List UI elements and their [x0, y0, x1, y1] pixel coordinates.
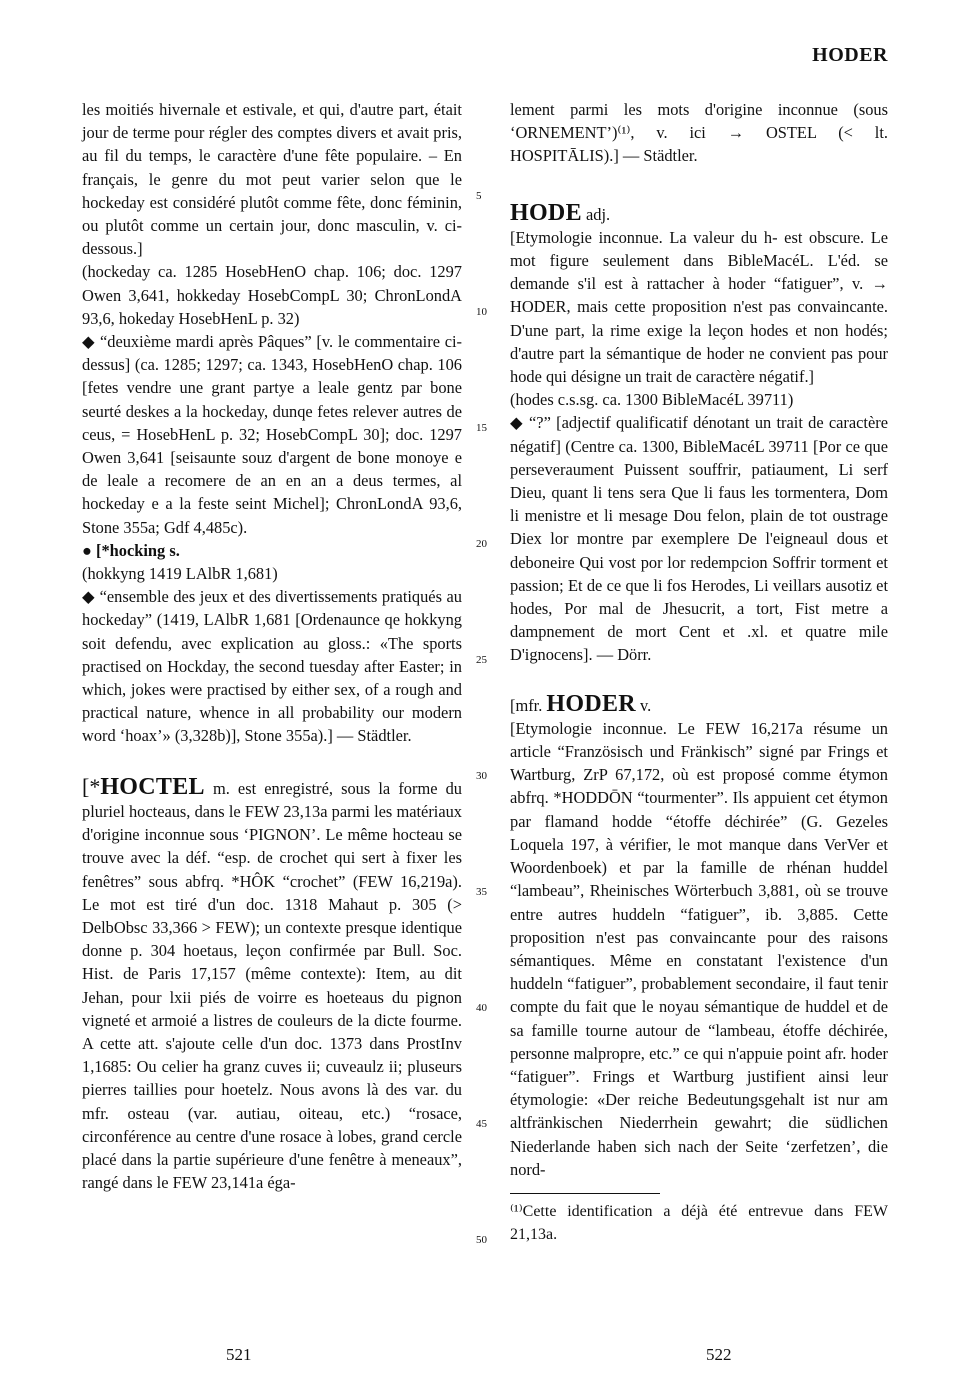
- headword-hoder: HODER: [546, 690, 636, 717]
- etymology: [Etymologie inconnue. La valeur du h- est obscure. Le mot figure seulement dans BibleMacéL. L'éd. se demande s'il est à rattacher à hoder “fatiguer”, v. → HODER, mais cette proposition n'est pas convaincante. D'une part, la rime exige la leçon hodes et non hodés; d'autre part la sémantique de hoder ne convient pas pour hode qui désigne un trait de caractère négatif.]: [510, 227, 888, 387]
- line-number: 10: [476, 306, 487, 318]
- paragraph: ◆ “ensemble des jeux et des divertissements pratiqués au hockeday” (1419, LAlbR 1,681 [Ordenaunce qe hokkyng soit defendu, avec explication au gloss.: «The sports practised on Hockday, the second tuesday after Easter; in which, jokes were practised by either sex, of a rough and practical nature, whence in all probability our modern word ‘hoax’» (3,328b)], Stone 355a).] — Städtler.: [82, 587, 462, 746]
- left-column: [82, 98, 462, 1194]
- bracket: [*: [82, 773, 101, 799]
- headword-hoctel: HOCTEL: [100, 773, 205, 800]
- line-number: 25: [476, 654, 487, 666]
- line-number: 20: [476, 538, 487, 550]
- line-number: 45: [476, 1118, 487, 1130]
- paragraph: les moitiés hivernale et estivale, et qui, d'autre part, était jour de terme pour régler des comptes divers et avait pris, au fil du temps, le caractère d'une fête populaire. – En français, le genre du mot peut varier selon que le hockeday est considéré plutôt comme fête, donc féminin, ou plutôt comme un certain jour, donc masculin, v. ci-dessous.]: [82, 100, 462, 259]
- line-number: 40: [476, 1002, 487, 1014]
- line-number: 35: [476, 886, 487, 898]
- page-number-left: 521: [226, 1345, 252, 1364]
- footnote-rule: [510, 1193, 660, 1194]
- page-number-right: 522: [706, 1345, 732, 1364]
- paragraph: (hokkyng 1419 LAlbR 1,681): [82, 564, 278, 584]
- headword-hode: HODE: [510, 199, 582, 226]
- attestation: (hodes c.s.sg. ca. 1300 BibleMacéL 39711): [510, 390, 794, 410]
- line-number: 15: [476, 422, 487, 434]
- etymology: [Etymologie inconnue. Le FEW 16,217a résume un article “Französisch und Fränkisch” signé par Frings et Wartburg, ZrP 67,172, où est proposé comme étymon abfrq. *HODDŌN “tourmenter”. Ils appuient cet étymon par flamand hodde “étoffe déchirée” (G. Gezeles Loquela 197, à vérifier, le mot manque dans VerVer et Woordenboek) et par la famille de rhénan huddel “lambeau”, Rheinisches Wörterbuch 3,881, où se trouve entre autres huddeln “fatiguer”, ib. 3,885. Cette proposition n'est pas convaincante pour des raisons sémantiques. Même en constatant l'existence d'un huddeln “fatiguer”, probablement secondaire, il faut tenir compte du fait que le noyau sémantique de huddel et de sa famille tourne autour de “lambeau, étoffe déchirée, personne malpropre, etc.” ce qui n'appuie point afr. hoder “fatiguer”. Frings et Wartburg justifient ainsi leur étymologie: «Der reiche Bedeutungsgehalt ist nur am altfränkischen Niederrhein gewahrt; die südlichen Niederlande haben sich nach der Seite ‘zerfetzen’, die nord-: [510, 718, 888, 1179]
- part-of-speech: adj.: [581, 204, 611, 224]
- paragraph: lement parmi les mots d'origine inconnue (sous ‘ORNEMENT’)⁽¹⁾, v. ici → OSTEL (< lt. HOSPITĀLIS).] — Städtler.: [510, 100, 888, 166]
- paragraph: (hockeday ca. 1285 HosebHenO chap. 106; doc. 1297 Owen 3,641, hokkeday HosebCompL 30; ChronLondA 93,6, hokeday HosebHenL p. 32): [82, 262, 462, 328]
- footnote: ⁽¹⁾Cette identification a déjà été entrevue dans FEW 21,13a.: [510, 1202, 888, 1243]
- line-number: 5: [476, 190, 482, 202]
- right-column: [510, 98, 888, 1246]
- definition: ◆ “?” [adjectif qualificatif dénotant un trait de caractère négatif] (Centre ca. 1300, BibleMacéL 39711 [Por ce que perseveraument Puissent souffrir, patiaument, Li serf Dieu, quant li tens sera Que li faus les tormentera, Dom li menistre et li mesage Dou felon, plain de tot oustrage Diex lor montre par exemplere De l'eigneaul dous et deboneire Qui vost por lor redempcion Soffrir torment et passion; Et de ce que li fos Herodes, Li veillars ausotiz et hodes, Por mal de Jhesucrit, a tort, Fist metre a dampnement de mort Cent et .xl. et quatre mile D'ignocens]. — Dörr.: [510, 413, 888, 665]
- bracket: [mfr.: [510, 695, 547, 715]
- entry-hode-heading: [510, 199, 888, 226]
- subentry-heading: ● [*hocking s.: [82, 540, 180, 560]
- line-number: 30: [476, 770, 487, 782]
- line-number: 50: [476, 1234, 487, 1246]
- entry-hoder-heading: [510, 690, 888, 717]
- paragraph: ◆ “deuxième mardi après Pâques” [v. le commentaire ci-dessus] (ca. 1285; 1297; ca. 1343, HosebHenO chap. 106 [fetes vendre une grant partye a leale gentz par bone seurté deskes a la hockeday, dunqe fetes relever autres de ceus, = HosebHenL p. 32; HosebCompL 30]; doc. 1297 Owen 3,641 [seisaunte souz d'argent de bone monoye e de leale a recomere de an en an a deus termes, al hockeday e a la feste seint Michel]; ChronLondA 93,6, Stone 355a; Gdf 4,485c).: [82, 332, 462, 537]
- running-head: HODER: [812, 44, 888, 66]
- entry-hoctel: [82, 775, 462, 1195]
- part-of-speech: v.: [635, 695, 652, 715]
- entry-text: m. est enregistré, sous la forme du pluriel hocteaus, dans le FEW 23,13a parmi les matériaux d'origine inconnue sous ‘PIGNON’. Le même hocteau se trouve avec la déf. “esp. de crochet qui sert à fixer les fenêtres” sous abfrq. *HÔK “crochet” (FEW 16,219a). Le mot est tiré d'un doc. 1318 Mahaut p. 305 (> DelbObsc 33,366 > FEW); un contexte presque identique donne p. 304 hoetaus, leçon confirmée par Bull. Soc. Hist. de Paris 17,157 (même contexte): Item, au dit Jehan, pour lxii piés de voirre es hoeteaus du pignon vigneté et armoié a listres de couleurs de la dicte fourme. A cette att. s'ajoute celle d'un doc. 1373 dans ProstInv 1,1685: Ou celier ha granz cuves ii; cuveaulz ii; pluseurs pierres taillies pour hoetelz. Nous avons là des var. du mfr. osteau (var. autiau, oiteau, etc.) “rosace, circonférence au centre d'une rosace à lobes, grand cercle placé dans la partie supérieure d'une fenêtre à meneaux”, rangé dans le FEW 23,141a éga-: [82, 778, 462, 1193]
